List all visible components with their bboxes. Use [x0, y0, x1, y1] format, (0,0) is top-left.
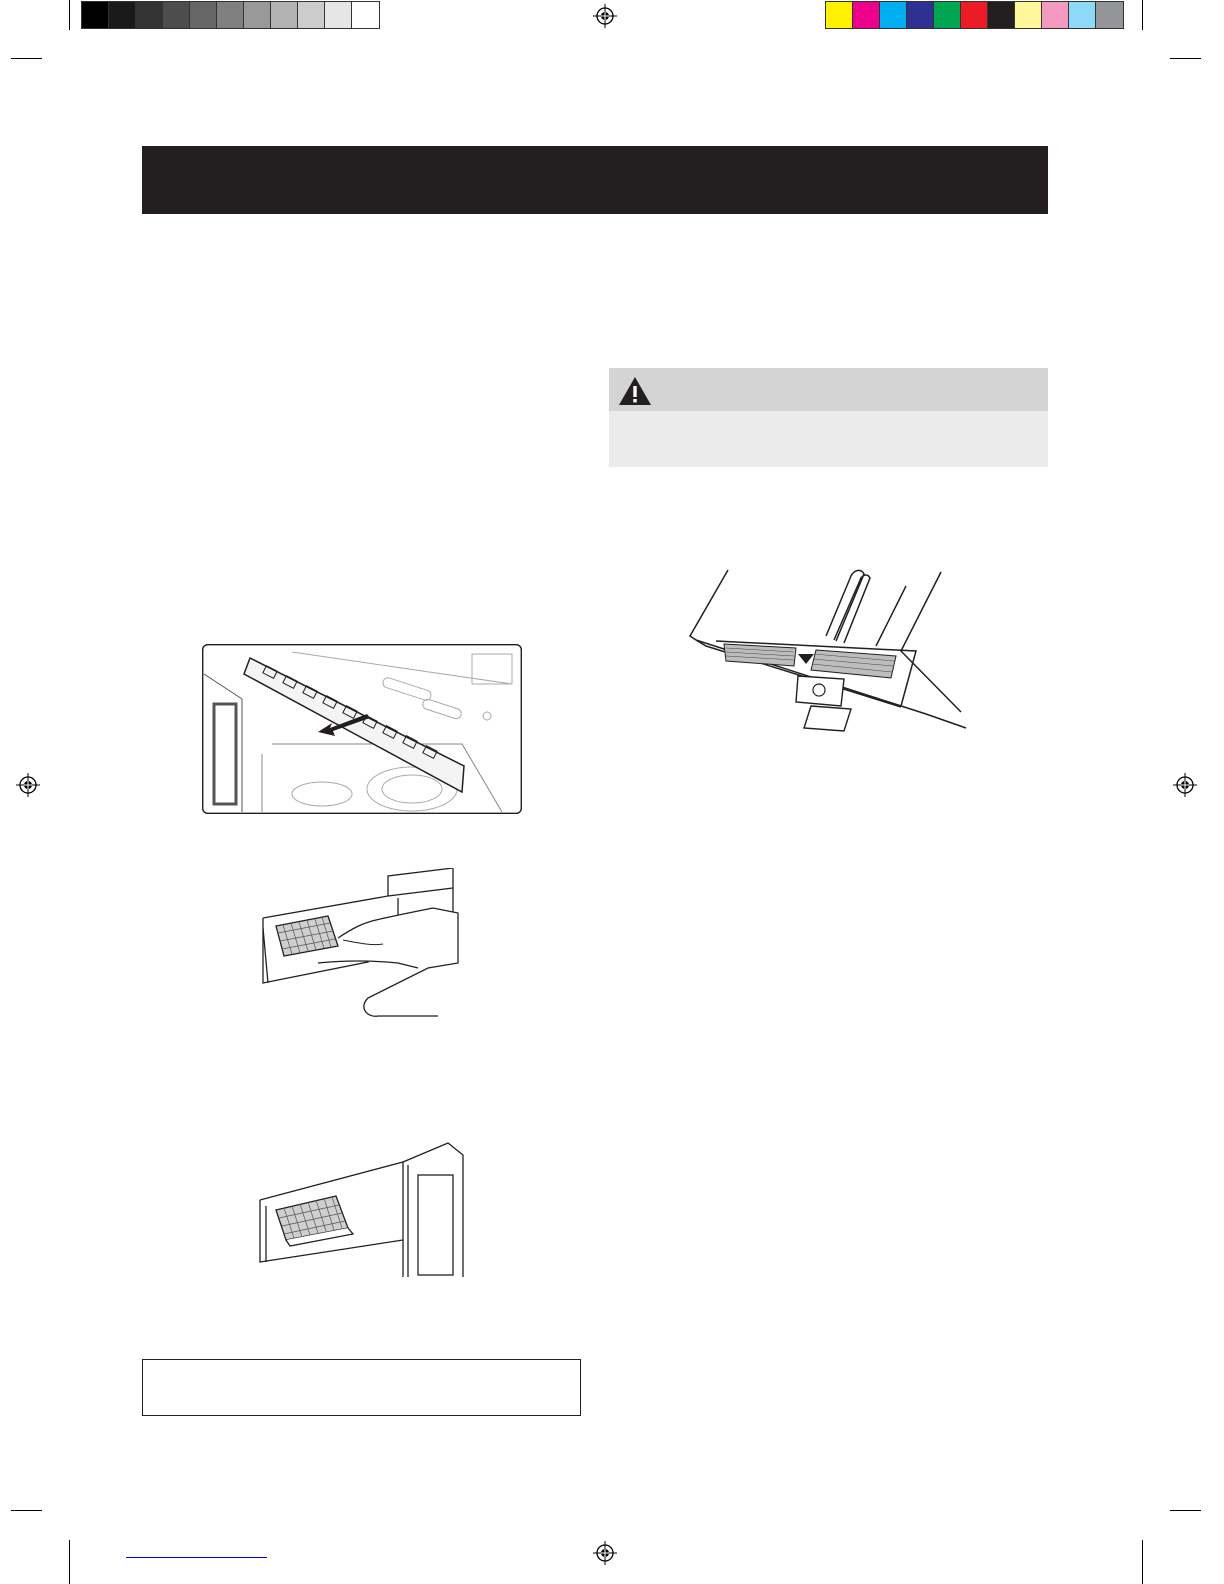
- caution-header: [609, 368, 1048, 411]
- color-swatch: [1069, 2, 1096, 28]
- crop-mark: [1142, 0, 1143, 30]
- color-swatch: [907, 2, 934, 28]
- color-swatch: [136, 2, 163, 28]
- charcoal-filter-installed-figure: [258, 1140, 465, 1277]
- color-swatch: [826, 2, 853, 28]
- color-swatch: [934, 2, 961, 28]
- charcoal-filter-press-figure: [258, 868, 463, 1023]
- microwave-underside-figure: [686, 566, 968, 734]
- grayscale-color-bar: [81, 1, 380, 29]
- registration-target-icon: [1173, 773, 1197, 797]
- color-swatch: [352, 2, 379, 28]
- color-swatch: [961, 2, 988, 28]
- crop-mark: [1170, 1510, 1201, 1511]
- color-swatch: [1042, 2, 1069, 28]
- color-swatch: [244, 2, 271, 28]
- color-swatch: [880, 2, 907, 28]
- crop-mark: [1170, 58, 1201, 59]
- grease-filter-removal-figure: [202, 644, 522, 814]
- color-swatch: [298, 2, 325, 28]
- crop-mark: [69, 1540, 70, 1584]
- color-swatch: [109, 2, 136, 28]
- color-swatch: [271, 2, 298, 28]
- registration-target-icon: [16, 773, 40, 797]
- section-header-bar: [142, 146, 1048, 214]
- color-swatch: [1015, 2, 1042, 28]
- color-swatch: [853, 2, 880, 28]
- footer-link-underline[interactable]: [126, 1557, 267, 1558]
- process-color-bar: [825, 1, 1124, 29]
- color-swatch: [988, 2, 1015, 28]
- crop-mark: [1142, 1540, 1143, 1584]
- crop-mark: [69, 0, 70, 30]
- color-swatch: [325, 2, 352, 28]
- note-box: [142, 1359, 581, 1416]
- color-swatch: [190, 2, 217, 28]
- color-swatch: [1096, 2, 1123, 28]
- registration-target-icon: [593, 4, 617, 28]
- warning-triangle-icon: [617, 375, 653, 407]
- color-swatch: [163, 2, 190, 28]
- caution-box: [609, 368, 1048, 467]
- crop-mark: [11, 1510, 42, 1511]
- crop-mark: [11, 58, 42, 59]
- color-swatch: [82, 2, 109, 28]
- registration-target-icon: [593, 1541, 617, 1565]
- color-swatch: [217, 2, 244, 28]
